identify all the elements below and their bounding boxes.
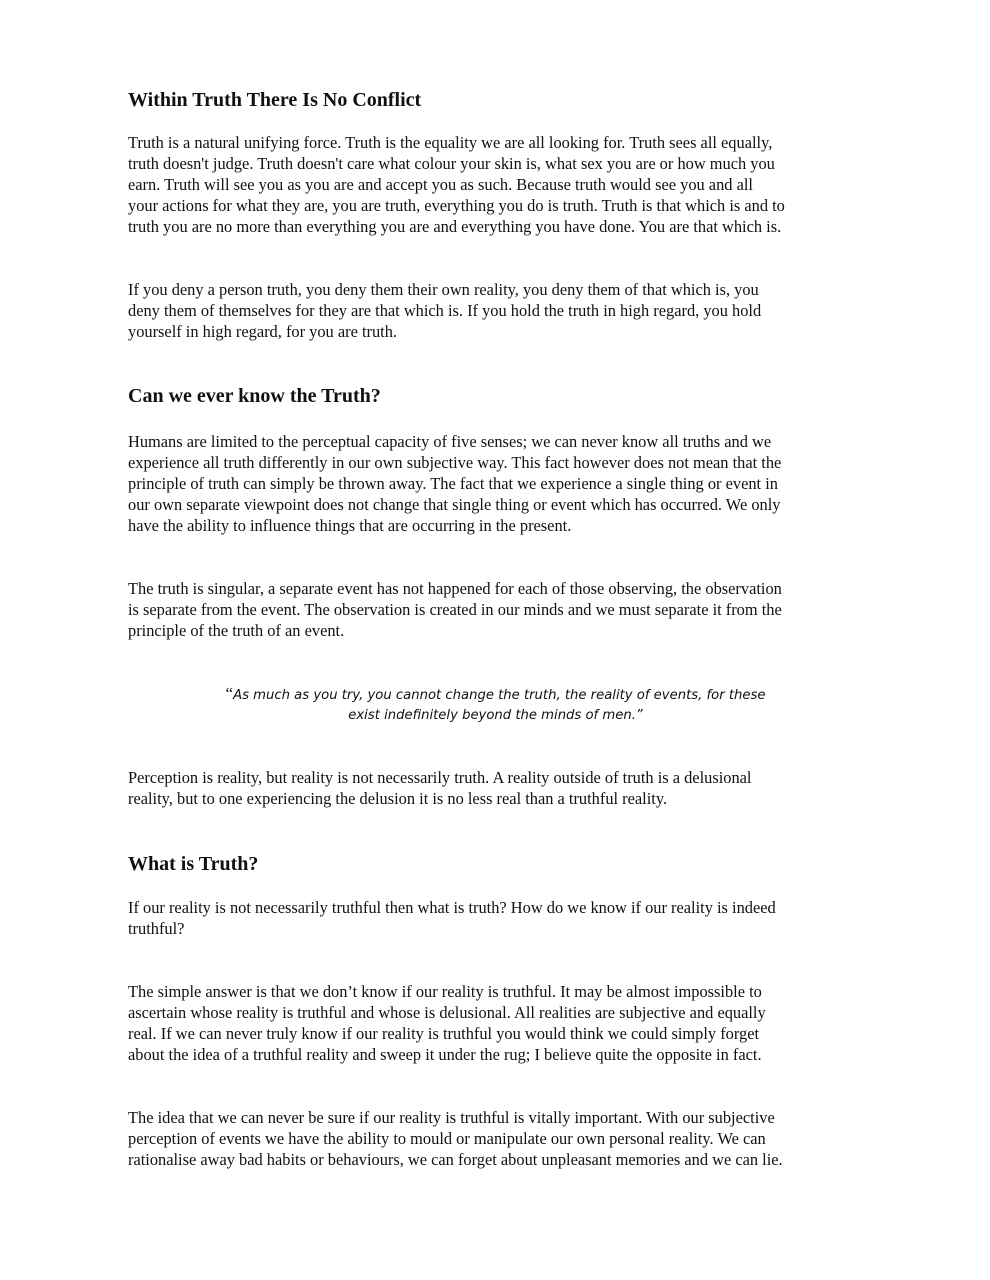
text-line: have the ability to influence things that are occurring in the present. <box>128 516 572 535</box>
text-line: our own separate viewpoint does not change that single thing or event which has occurred. We only <box>128 495 781 514</box>
paragraph <box>128 279 863 342</box>
section-heading-what-is-truth: What is Truth? <box>128 853 259 875</box>
text-line: Truth is a natural unifying force. Truth is the equality we are all looking for. Truth sees all equally, <box>128 133 773 152</box>
text-line: truthful? <box>128 919 185 938</box>
text-line: yourself in high regard, for you are truth. <box>128 322 397 341</box>
paragraph <box>128 897 863 939</box>
text-line: truth you are no more than everything you are and everything you have done. You are that which is. <box>128 217 782 236</box>
text-line: perception of events we have the ability to mould or manipulate our own personal reality. We can <box>128 1129 766 1148</box>
text-line: The simple answer is that we don’t know if our reality is truthful. It may be almost impossible to <box>128 982 762 1001</box>
text-line: If you deny a person truth, you deny them their own reality, you deny them of that which is, you <box>128 280 759 299</box>
text-line: rationalise away bad habits or behaviours, we can forget about unpleasant memories and we can lie. <box>128 1150 783 1169</box>
pull-quote <box>128 684 863 726</box>
quote-text: As much as you try, you cannot change the truth, the reality of events, for these <box>233 688 766 703</box>
text-line: is separate from the event. The observation is created in our minds and we must separate it from the <box>128 600 782 619</box>
quote-open-mark: “ <box>225 684 234 703</box>
quote-line: exist indefinitely beyond the minds of men.” <box>348 708 643 723</box>
paragraph <box>128 578 863 641</box>
text-line: your actions for what they are, you are truth, everything you do is truth. Truth is that which is and to <box>128 196 785 215</box>
text-line: Perception is reality, but reality is not necessarily truth. A reality outside of truth is a delusional <box>128 768 752 787</box>
text-line: reality, but to one experiencing the delusion it is no less real than a truthful reality. <box>128 789 668 808</box>
paragraph <box>128 767 863 809</box>
text-line: Humans are limited to the perceptual capacity of five senses; we can never know all truths and we <box>128 432 772 451</box>
text-line: The truth is singular, a separate event has not happened for each of those observing, the observation <box>128 579 782 598</box>
text-line: deny them of themselves for they are that which is. If you hold the truth in high regard, you hold <box>128 301 762 320</box>
text-line: principle of the truth of an event. <box>128 621 345 640</box>
section-heading-within-truth: Within Truth There Is No Conflict <box>128 89 422 111</box>
quote-line <box>128 684 863 706</box>
text-line: The idea that we can never be sure if our reality is truthful is vitally important. With our subjective <box>128 1108 775 1127</box>
text-line: truth doesn't judge. Truth doesn't care what colour your skin is, what sex you are or how much you <box>128 154 775 173</box>
section-heading-can-we-know: Can we ever know the Truth? <box>128 385 381 407</box>
text-line: principle of truth can simply be thrown away. The fact that we experience a single thing or event in <box>128 474 778 493</box>
text-line: experience all truth differently in our own subjective way. This fact however does not mean that the <box>128 453 782 472</box>
text-line: real. If we can never truly know if our reality is truthful you would think we could simply forget <box>128 1024 760 1043</box>
text-line: about the idea of a truthful reality and sweep it under the rug; I believe quite the opposite in fact. <box>128 1045 762 1064</box>
paragraph <box>128 132 863 237</box>
paragraph <box>128 1107 863 1170</box>
text-line: If our reality is not necessarily truthful then what is truth? How do we know if our reality is indeed <box>128 898 776 917</box>
text-line: earn. Truth will see you as you are and accept you as such. Because truth would see you and all <box>128 175 753 194</box>
paragraph <box>128 431 863 536</box>
text-line: ascertain whose reality is truthful and whose is delusional. All realities are subjective and equally <box>128 1003 766 1022</box>
paragraph <box>128 981 863 1065</box>
